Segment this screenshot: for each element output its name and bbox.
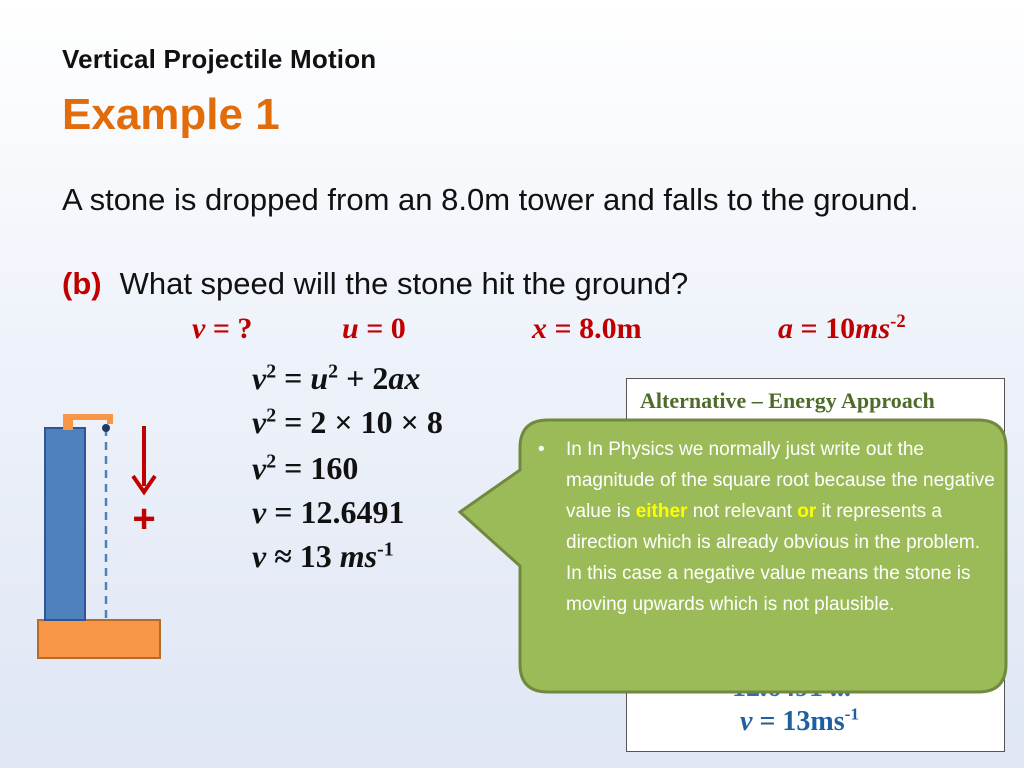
eq3-rhs: = 160 (276, 450, 359, 486)
slide-subtitle: Vertical Projectile Motion (62, 44, 377, 74)
given-x-var: x (532, 312, 547, 345)
alt-result-value: = 13ms (752, 706, 845, 737)
given-v-value: = ? (205, 312, 253, 345)
given-v-var: v (192, 312, 206, 345)
eq2-rhs: = 2 × 10 × 8 (276, 404, 443, 440)
given-a-exponent: -2 (890, 311, 906, 332)
given-x-value: = 8.0m (547, 312, 642, 345)
eq5-rhs: ≈ 13 (266, 538, 340, 574)
given-a-var: a (778, 312, 793, 345)
given-a-value: = 10 (793, 312, 856, 345)
part-label: (b) (62, 266, 102, 301)
eq5-lhs: v (252, 538, 267, 574)
eq1-lhs: v (252, 360, 267, 396)
eq4-rhs: = 12.6491 (266, 494, 405, 530)
given-a-unit: ms (855, 312, 891, 345)
eq1-ax: ax (388, 360, 421, 396)
eq1-lhs-exp: 2 (266, 360, 277, 383)
eq3-lhs: v (252, 450, 267, 486)
callout-highlight-or: or (797, 501, 817, 522)
callout-text-part-3: it represents a direction which is already obvious in the problem. In this case a negative value means the stone is moving upwards which is not plausible. (566, 501, 980, 615)
eq1-equals: = (276, 360, 311, 396)
eq2-lhs: v (252, 404, 267, 440)
slide-title: Example 1 (62, 90, 280, 139)
alt-result-exponent: -1 (844, 704, 860, 724)
callout-text-part-2: not relevant (687, 501, 798, 522)
alt-result-var: v (740, 706, 753, 737)
callout-paragraph (566, 434, 998, 620)
question-statement: A stone is dropped from an 8.0m tower and falls to the ground. (62, 182, 919, 217)
positive-direction-label: + (132, 497, 156, 541)
eq1-u: u (310, 360, 329, 396)
given-u-var: u (342, 312, 359, 345)
alternative-approach-title: Alternative – Energy Approach (640, 388, 935, 413)
eq3-lhs-exp: 2 (266, 450, 277, 473)
callout-highlight-either: either (635, 501, 688, 522)
given-u-value: = 0 (358, 312, 406, 345)
eq1-u-exp: 2 (328, 360, 339, 383)
callout-bullet: • (538, 439, 545, 460)
part-text: What speed will the stone hit the ground? (119, 266, 689, 301)
eq5-exponent: -1 (377, 538, 394, 561)
eq5-unit: ms (339, 538, 378, 574)
eq4-lhs: v (252, 494, 267, 530)
eq1-plus-two: + 2 (338, 360, 389, 396)
eq2-lhs-exp: 2 (266, 404, 277, 427)
callout-text-part-1: In In Physics we normally just write out the magnitude of the square root because the negative value is (566, 439, 995, 522)
callout-text (538, 434, 998, 620)
